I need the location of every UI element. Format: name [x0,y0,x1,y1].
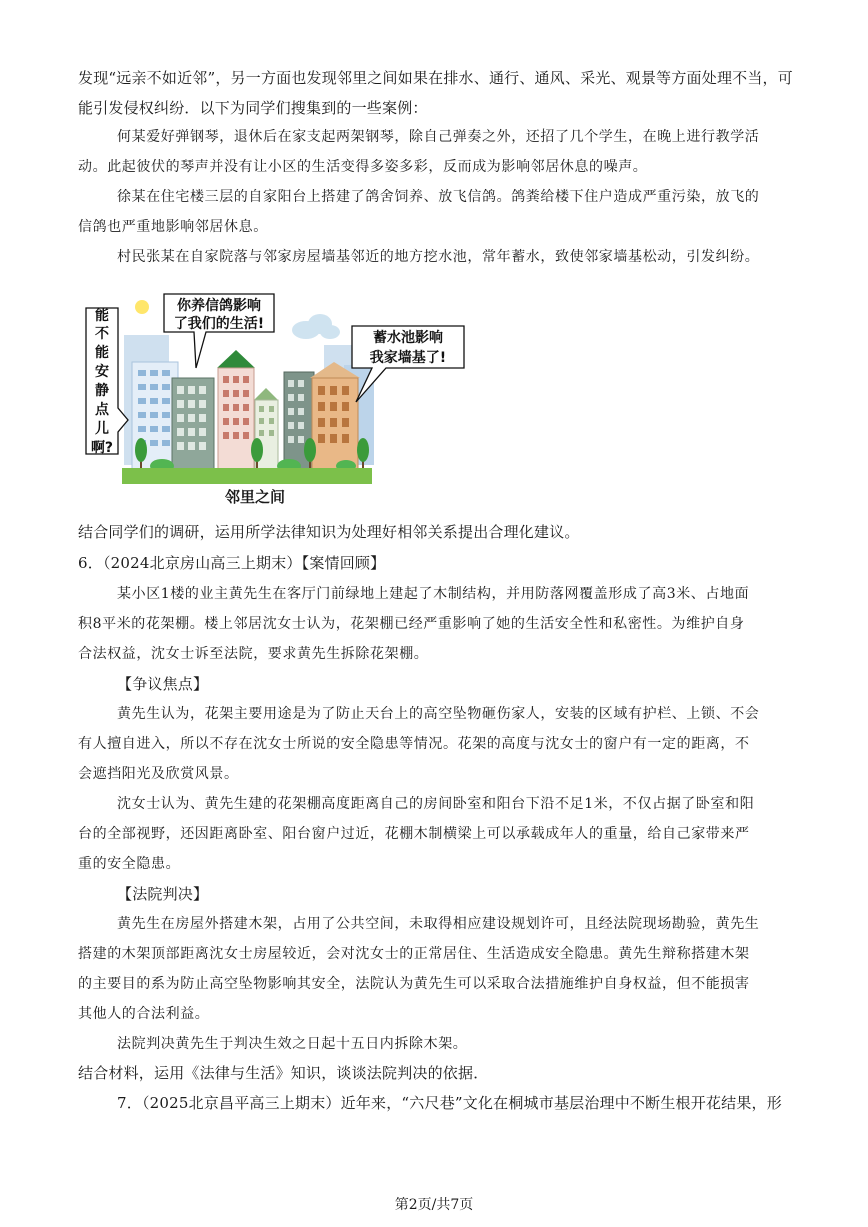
bubble-right-line: 蓄水池影响 [373,330,443,346]
bubble-right-line: 我家墙基了! [369,350,447,366]
bubble-left-char: 不 [95,326,109,342]
neighbors-illustration [84,290,474,490]
bubble-left-char: 能 [95,345,109,361]
bubble-left-char: 儿 [95,421,109,437]
case-1-line-2: 动。此起彼伏的琴声并没有让小区的生活变得多姿多彩，反而成为影响邻居休息的噪声。 [78,159,648,175]
sun-icon [135,300,149,314]
case-3: 村民张某在自家院落与邻家房屋墙基邻近的地方挖水池，常年蓄水，致使邻家墙基松动，引发纠纷。 [117,249,760,265]
section-court-judgment: 【法院判决】 [117,885,209,903]
page-number: 第2页/共7页 [394,1197,474,1213]
focus-1-line-2: 有人擅自进入，所以不存在沈女士所说的安全隐患等情况。花架的高度与沈女士的窗户有一定的距离，不 [78,736,750,752]
focus-2-line-3: 重的安全隐患。 [78,856,181,872]
bubble-top-line: 你养信鸽影响 [177,298,261,314]
bubble-left-char: 静 [95,383,109,399]
cloud-icon [292,314,340,339]
case-2-line-1: 徐某在住宅楼三层的自家阳台上搭建了鸽舍饲养、放飞信鸽。鸽粪给楼下住户造成严重污染，放飞的 [117,189,760,205]
case-review-line-1: 某小区1楼的业主黄先生在客厅门前绿地上建起了木制结构，并用防落网覆盖形成了高3米、占地面 [117,586,750,602]
paragraph-intro-2: 能引发侵权纠纷．以下为同学们搜集到的一些案例： [78,99,428,117]
case-review-line-2: 积8平米的花架棚。楼上邻居沈女士认为，花架棚已经严重影响了她的生活安全性和私密性。为维护自身 [78,616,745,632]
section-dispute-focus: 【争议焦点】 [117,675,209,693]
judgment-ruling: 法院判决黄先生于判决生效之日起十五日内拆除木架。 [117,1036,468,1052]
judgment-line-2: 搭建的木架顶部距离沈女士房屋较近，会对沈女士的正常居住、生活造成安全隐患。黄先生辩称搭建木架 [78,946,750,962]
focus-1-line-1: 黄先生认为，花架主要用途是为了防止天台上的高空坠物砸伤家人，安装的区域有护栏、上锁、不会 [117,706,760,722]
case-1-line-1: 何某爱好弹钢琴，退休后在家支起两架钢琴，除自己弹奏之外，还招了几个学生，在晚上进行教学活 [117,129,760,145]
case-2-line-2: 信鸽也严重地影响邻居休息。 [78,219,268,235]
ground [122,468,372,484]
building-icon [310,362,360,470]
building-icon [172,378,214,470]
judgment-line-4: 其他人的合法利益。 [78,1006,210,1022]
judgment-line-3: 的主要目的系为防止高空坠物影响其安全，法院认为黄先生可以采取合法措施维护自身权益，但不能损害 [78,976,750,992]
judgment-line-1: 黄先生在房屋外搭建木架，占用了公共空间，未取得相应建设规划许可，且经法院现场勘验，黄先生 [117,916,760,932]
bubble-top-line: 了我们的生活! [173,316,265,332]
question-6: 结合材料，运用《法律与生活》知识，谈谈法院判决的依据． [78,1064,489,1082]
question-6-heading: 6．（2024北京房山高三上期末）【案情回顾】 [78,554,386,572]
question-5: 结合同学们的调研，运用所学法律知识为处理好相邻关系提出合理化建议。 [78,523,580,541]
illustration-caption: 邻里之间 [225,488,286,506]
focus-2-line-2: 台的全部视野，还因距离卧室、阳台窗户过近，花棚木制横梁上可以承载成年人的重量，给自己家带来严 [78,826,750,842]
bubble-left-char: 安 [95,364,109,380]
bubble-left-char: 能 [95,308,109,324]
case-review-line-3: 合法权益，沈女士诉至法院，要求黄先生拆除花架棚。 [78,646,429,662]
building-icon [217,350,255,470]
focus-2-line-1: 沈女士认为、黄先生建的花架棚高度距离自己的房间卧室和阳台下沿不足1米，不仅占据了卧室和阳 [117,796,755,812]
bubble-left-char: 啊? [90,440,114,456]
bubble-left-char: 点 [95,402,109,418]
focus-1-line-3: 会遮挡阳光及欣赏风景。 [78,766,239,782]
question-7-heading: 7．（2025北京昌平高三上期末）近年来，“六尺巷”文化在桐城市基层治理中不断生根开花结果，形 [117,1094,782,1112]
paragraph-intro-1: 发现“远亲不如近邻”，另一方面也发现邻里之间如果在排水、通行、通风、采光、观景等方面处理不当，可 [78,69,793,87]
